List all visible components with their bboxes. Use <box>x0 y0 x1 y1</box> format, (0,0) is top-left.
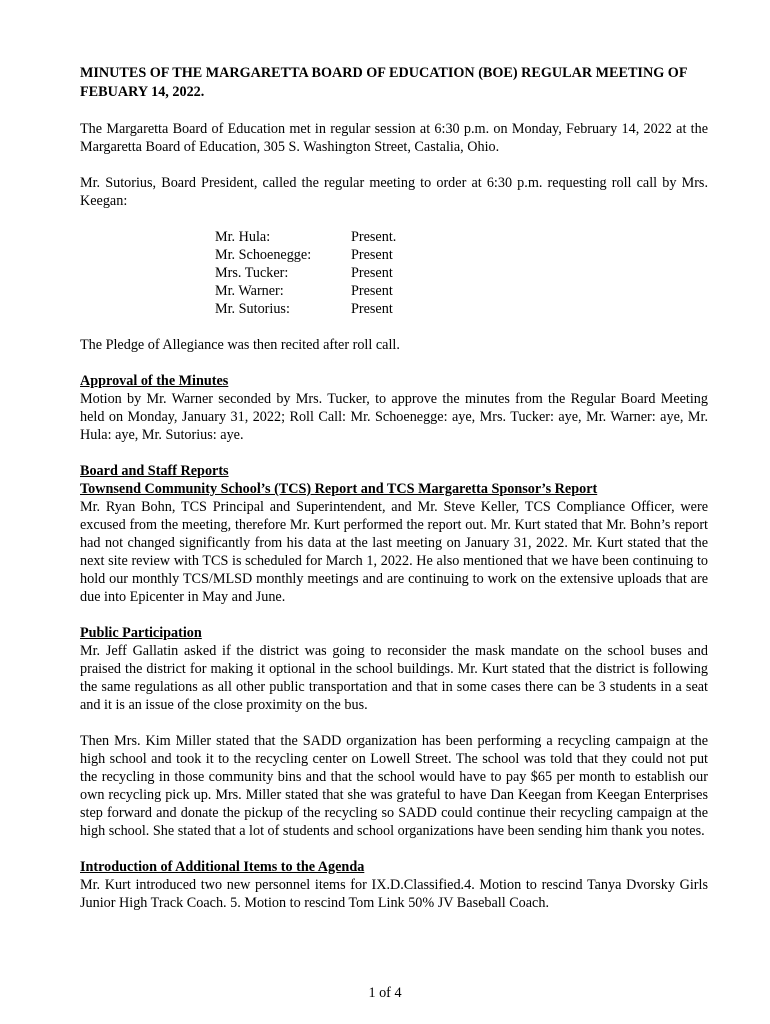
additional-items-heading: Introduction of Additional Items to the Agenda <box>80 859 365 875</box>
roll-call-row <box>215 264 708 282</box>
public-participation-section <box>80 624 708 714</box>
member-name: Mrs. Tucker: <box>215 265 289 281</box>
member-name: Mr. Hula: <box>215 229 271 245</box>
member-name: Mr. Schoenegge: <box>215 247 312 263</box>
roll-call-row <box>215 300 708 318</box>
member-status: Present <box>351 283 393 299</box>
reports-heading: Board and Staff Reports <box>80 463 229 479</box>
member-name: Mr. Sutorius: <box>215 301 290 317</box>
page-number: 1 of 4 <box>368 985 402 1001</box>
call-to-order-paragraph: Mr. Sutorius, Board President, called the regular meeting to order at 6:30 p.m. requesting roll call by Mrs. Keegan: <box>80 175 708 209</box>
member-name: Mr. Warner: <box>215 283 284 299</box>
member-status: Present <box>351 247 393 263</box>
member-status: Present. <box>351 229 397 245</box>
public-participation-heading: Public Participation <box>80 625 202 641</box>
intro-paragraph: The Margaretta Board of Education met in regular session at 6:30 p.m. on Monday, February 14, 2022 at the Margaretta Board of Education, 305 S. Washington Street, Castalia, Ohio. <box>80 121 708 155</box>
roll-call-row <box>215 282 708 300</box>
reports-text: Mr. Ryan Bohn, TCS Principal and Superintendent, and Mr. Steve Keller, TCS Compliance Officer, were excused from the meeting, therefore Mr. Kurt performed the report out. Mr. Kurt stated that Mr. Bohn’s report had not changed significantly from his data at the last meeting on January 31, 2022. Mr. Kurt stated that the next site review with TCS is scheduled for March 1, 2022. He also mentioned that we have been continuing to hold our monthly TCS/MLSD monthly meetings and are continuing to work on the extensive uploads that are due into Epicenter in May and June. <box>80 499 708 605</box>
approval-section <box>80 372 708 444</box>
roll-call-row <box>215 246 708 264</box>
public-participation-text-2: Then Mrs. Kim Miller stated that the SADD organization has been performing a recycling campaign at the high school and took it to the recycling center on Lowell Street. The school was told that they could not put the recycling in those community bins and that the school would have to pay $65 per month to establish our own recycling pick up. Mrs. Miller stated that she was grateful to have Dan Keegan from Keegan Enterprises step forward and donate the pickup of the recycling so SADD could continue their recycling campaign at the high school. She stated that a lot of students and school organizations have been sending him thank you notes. <box>80 733 708 839</box>
document-title: MINUTES OF THE MARGARETTA BOARD OF EDUCATION (BOE) REGULAR MEETING OF FEBUARY 14, 2022. <box>80 65 687 100</box>
member-status: Present <box>351 301 393 317</box>
approval-heading: Approval of the Minutes <box>80 373 229 389</box>
document-page <box>80 64 708 930</box>
member-status: Present <box>351 265 393 281</box>
roll-call-row <box>215 228 708 246</box>
approval-text: Motion by Mr. Warner seconded by Mrs. Tucker, to approve the minutes from the Regular Board Meeting held on Monday, January 31, 2022; Roll Call: Mr. Schoenegge: aye, Mrs. Tucker: aye, Mr. Warner: aye, Mr. Hula: aye, Mr. Sutorius: aye. <box>80 391 708 443</box>
reports-section <box>80 462 708 606</box>
pledge-paragraph: The Pledge of Allegiance was then recited after roll call. <box>80 337 400 353</box>
additional-items-section <box>80 858 708 912</box>
additional-items-text: Mr. Kurt introduced two new personnel items for IX.D.Classified.4. Motion to rescind Tanya Dvorsky Girls Junior High Track Coach. 5. Motion to rescind Tom Link 50% JV Baseball Coach. <box>80 877 708 911</box>
public-participation-text-1: Mr. Jeff Gallatin asked if the district was going to reconsider the mask mandate on the school buses and praised the district for making it optional in the school buildings. Mr. Kurt stated that the district is following the same regulations as all other public transportation and that in some cases there can be 3 students in a seat and it is an issue of the close proximity on the bus. <box>80 643 708 713</box>
reports-subheading: Townsend Community School’s (TCS) Report and TCS Margaretta Sponsor’s Report <box>80 481 598 497</box>
roll-call-list <box>215 228 708 318</box>
